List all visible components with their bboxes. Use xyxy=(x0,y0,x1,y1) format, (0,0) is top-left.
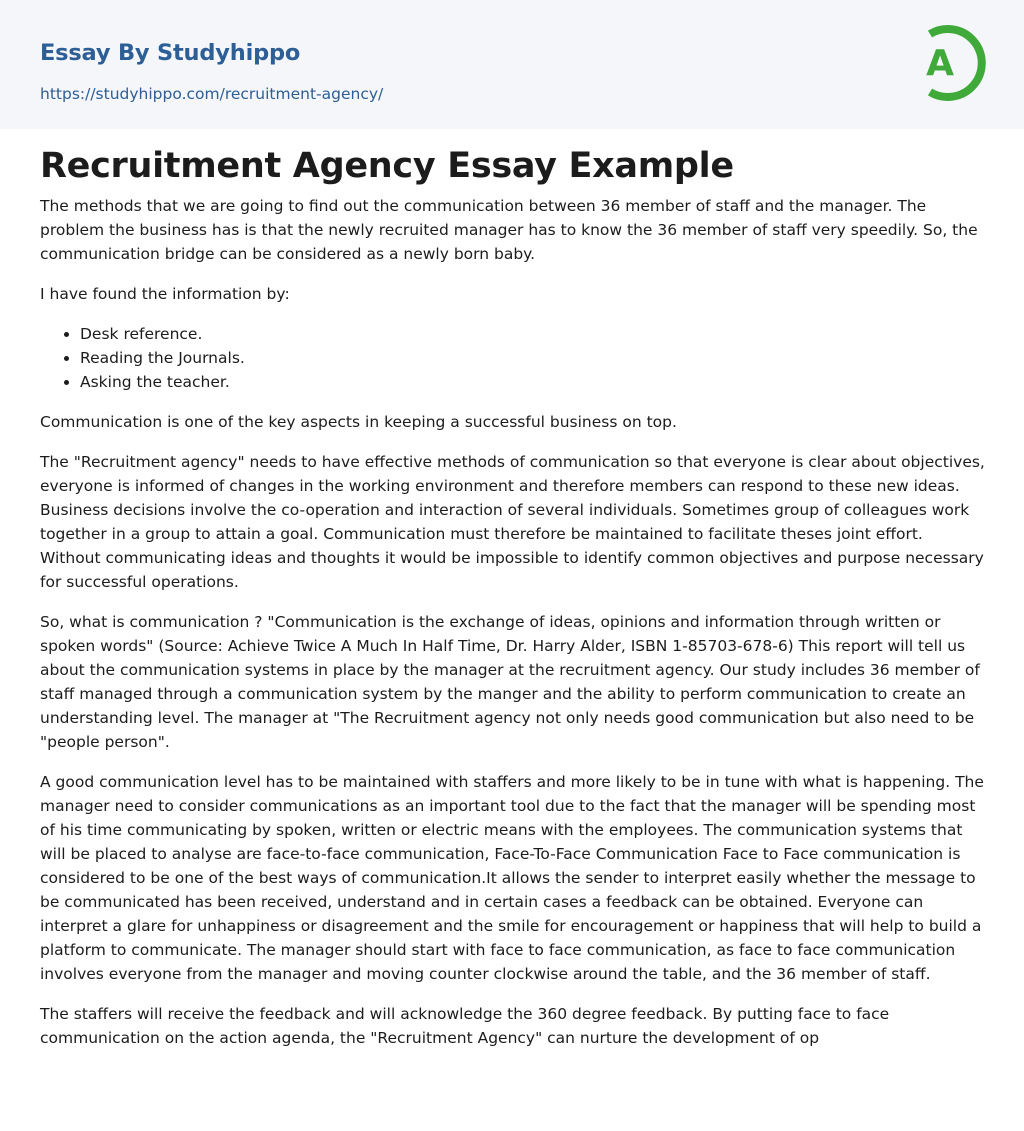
logo-letter: A xyxy=(926,43,954,84)
list-item: • Asking the teacher. xyxy=(80,370,986,394)
paragraph: I have found the information by: xyxy=(40,285,290,303)
studyhippo-logo-icon[interactable] xyxy=(912,20,986,106)
list-item: • Reading the Journals. xyxy=(80,346,986,370)
source-list xyxy=(40,322,986,394)
paragraph: The "Recruitment agency" needs to have effective methods of communication so that everyone is clear about objectives, everyone is informed of changes in the working environment and therefore members can respond to these new ideas. Business decisions involve the co-operation and interaction of several individuals. Sometimes group of colleagues work together in a group to attain a goal. Communication must therefore be maintained to facilitate theses joint effort. Without communicating ideas and thoughts it would be impossible to identify common objectives and purpose necessary for successful operations. xyxy=(40,453,985,591)
article-title: Recruitment Agency Essay Example xyxy=(40,146,734,186)
list-item: • Desk reference. xyxy=(80,322,986,346)
paragraph: So, what is communication ? "Communication is the exchange of ideas, opinions and information through written or spoken words" (Source: Achieve Twice A Much In Half Time, Dr. Harry Alder, ISBN 1-85703-678-6) This report will tell us about the communication systems in place by the manager at the recruitment agency. Our study includes 36 member of staff managed through a communication system by the manger and the ability to perform communication to create an understanding level. The manager at "The Recruitment agency not only needs good communication but also need to be "people person". xyxy=(40,613,980,751)
paragraph: The staffers will receive the feedback and will acknowledge the 360 degree feedback. By putting face to face communication on the action agenda, the "Recruitment Agency" can nurture the development of op xyxy=(40,1005,890,1047)
paragraph: A good communication level has to be maintained with staffers and more likely to be in tune with what is happening. The manager need to consider communications as an important tool due to the fact that the manager will be spending most of his time communicating by spoken, written or electric means with the employees. The communication systems that will be placed to analyse are face-to-face communication, Face-To-Face Communication Face to Face communication is considered to be one of the best ways of communication.It allows the sender to interpret easily whether the message to be communicated has been received, understand and in certain cases a feedback can be obtained. Everyone can interpret a glare for unhappiness or disagreement and the smile for encouragement or happiness that will help to build a platform to communicate. The manager should start with face to face communication, as face to face communication involves everyone from the manager and moving counter clockwise around the table, and the 36 member of staff. xyxy=(40,773,984,983)
paragraph: Communication is one of the key aspects in keeping a successful business on top. xyxy=(40,413,677,431)
site-brand[interactable]: Essay By Studyhippo xyxy=(40,40,301,66)
paragraph: The methods that we are going to find out the communication between 36 member of staff and the manager. The problem the business has is that the newly recruited manager has to know the 36 member of staff very speedily. So, the communication bridge can be considered as a newly born baby. xyxy=(40,197,978,263)
article-body xyxy=(40,194,986,1066)
essay-url-link[interactable]: https://studyhippo.com/recruitment-agency/ xyxy=(40,85,384,103)
